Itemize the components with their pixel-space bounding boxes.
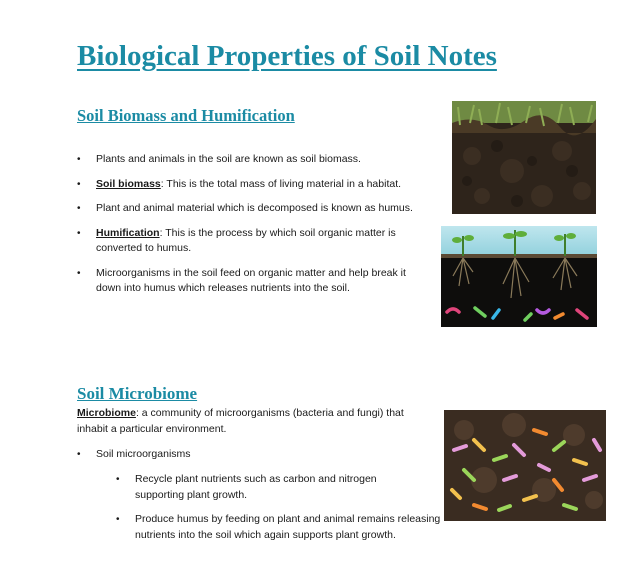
bullet-term: Soil biomass — [96, 177, 161, 190]
bullet-text: Soil microorganisms — [96, 448, 191, 460]
definition-text: : a community of microorganisms (bacteria and fungi) that inhabit a particular environment. — [77, 407, 404, 435]
list-item — [135, 472, 405, 503]
list-item — [96, 177, 441, 193]
biomass-bullet-list — [96, 152, 441, 306]
bullet-term: Humification — [96, 226, 160, 239]
soil-grass-photo — [452, 101, 596, 214]
bullet-text: Plants and animals in the soil are known as soil biomass. — [96, 153, 361, 165]
bullet-text: Plant and animal material which is decomposed is known as humus. — [96, 202, 413, 214]
section-heading-biomass: Soil Biomass and Humification — [77, 106, 295, 125]
list-item — [96, 226, 406, 257]
bullet-text: Microorganisms in the soil feed on organic matter and help break it down into humus which releases nutrients into the soil. — [96, 266, 406, 294]
definition-term: Microbiome — [77, 407, 136, 419]
list-item — [135, 512, 470, 543]
section-heading-microbiome: Soil Microbiome — [77, 384, 198, 403]
microbiome-sub-bullet-list — [135, 472, 475, 552]
bullet-text: : This is the total mass of living material in a habitat. — [160, 177, 402, 190]
list-item — [96, 201, 441, 217]
list-item — [96, 447, 436, 463]
plant-roots-microbes-illustration — [441, 226, 597, 327]
bullet-text: Produce humus by feeding on plant and animal remains releasing nutrients into the soil which again supports plant growth. — [135, 513, 441, 541]
soil-bacteria-illustration — [444, 410, 606, 521]
microbiome-definition — [77, 406, 437, 437]
bullet-text: Recycle plant nutrients such as carbon and nitrogen supporting plant growth. — [135, 473, 377, 501]
microbiome-bullet-list — [96, 447, 436, 463]
page-title: Biological Properties of Soil Notes — [77, 40, 497, 72]
bullet-text: : This is the process by which soil organic matter is converted to humus. — [96, 226, 396, 254]
list-item — [96, 266, 411, 297]
list-item — [96, 152, 441, 168]
